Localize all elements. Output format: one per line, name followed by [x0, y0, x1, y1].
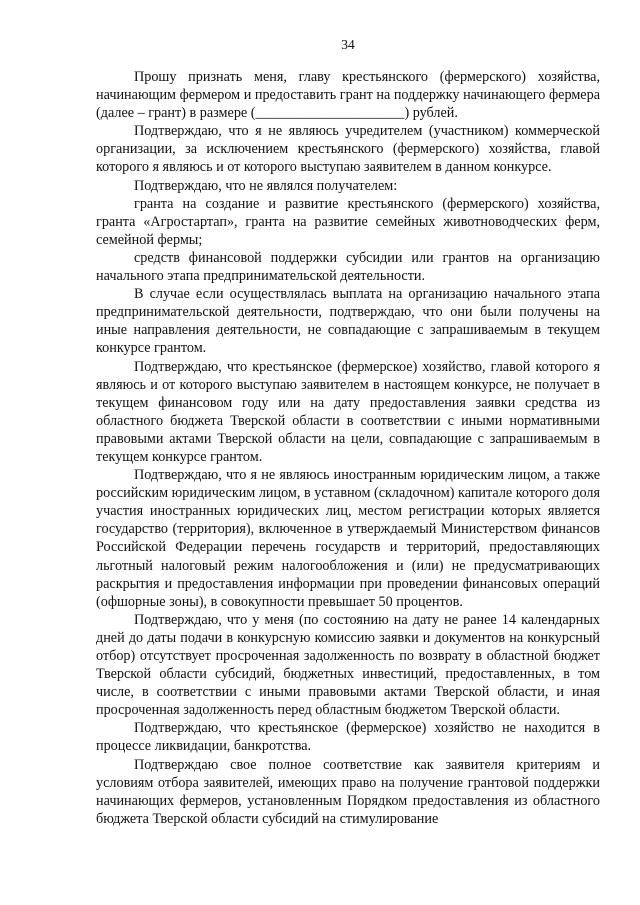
page-number: 34 [341, 37, 355, 52]
document-page [96, 36, 600, 828]
paragraph-not-liquidated: Подтверждаю, что крестьянское (фермерское) хозяйство не находится в процессе ликвидации, банкротства. [96, 720, 600, 755]
paragraph-not-foreign-entity: Подтверждаю, что я не являюсь иностранным юридическим лицом, а также российским юридическим лицом, в уставном (складочном) капитале которого доля участия иностранных юридических лиц, местом регистрации которых является государство (территория), включенное в утверждаемый Министерством финансов Российской Федерации перечень государств и территорий, предоставляющих льготный налоговый режим налогообложения и (или) не предусматривающих раскрытия и предоставления информации при проведении финансовых операций (офшорные зоны), в совокупности превышает 50 процентов. [96, 467, 600, 610]
paragraph-not-founder: Подтверждаю, что я не являюсь учредителем (участником) коммерческой организации, за исключением крестьянского (фермерского) хозяйства, главой которого я являюсь и от которого выступаю заявителем в данном конкурсе. [96, 123, 600, 176]
paragraph-no-debt: Подтверждаю, что у меня (по состоянию на дату не ранее 14 календарных дней до даты подачи в конкурсную комиссию заявки и документов на конкурсный отбор) отсутствует просроченная задолженность по возврату в областной бюджет Тверской области субсидий, бюджетных инвестиций, предоставленных, в том числе, в соответствии с иными правовыми актами Тверской области, и иная просроченная задолженность перед областным бюджетом Тверской области. [96, 611, 600, 719]
paragraph-support-funds: средств финансовой поддержки субсидии или грантов на организацию начального этапа предпринимательской деятельности. [96, 249, 600, 285]
paragraph-request: Прошу признать меня, главу крестьянского (фермерского) хозяйства, начинающим фермером и предоставить грант на поддержку начинающего фермера (далее – грант) в размере (_____________________) рублей. [96, 69, 600, 122]
paragraph-not-recipient: Подтверждаю, что не являлся получателем: [134, 177, 398, 194]
paragraph-compliance: Подтверждаю свое полное соответствие как заявителя критериям и условиям отбора заявителей, имеющих право на получение грантовой поддержки начинающих фермеров, установленным Порядком предоставления из областного бюджета Тверской области субсидий на стимулирование [96, 756, 600, 827]
paragraph-no-budget-funds: Подтверждаю, что крестьянское (фермерское) хозяйство, главой которого я являюсь и от которого выступаю заявителем в настоящем конкурсе, не получает в текущем финансовом году или на дату предоставления заявки средства из областного бюджета Тверской области в соответствии с иными нормативными правовыми актами Тверской области на цели, совпадающие с запрашиваемым в текущем конкурсе грантом. [96, 358, 600, 465]
paragraph-grants-list: гранта на создание и развитие крестьянского (фермерского) хозяйства, гранта «Агростартап», гранта на развитие семейных животноводческих ферм, семейной фермы; [96, 195, 600, 248]
paragraph-payment-case: В случае если осуществлялась выплата на организацию начального этапа предпринимательской деятельности, подтверждаю, что они были получены на иные направления деятельности, не совпадающие с запрашиваемым в текущем конкурсе грантом. [96, 286, 600, 357]
